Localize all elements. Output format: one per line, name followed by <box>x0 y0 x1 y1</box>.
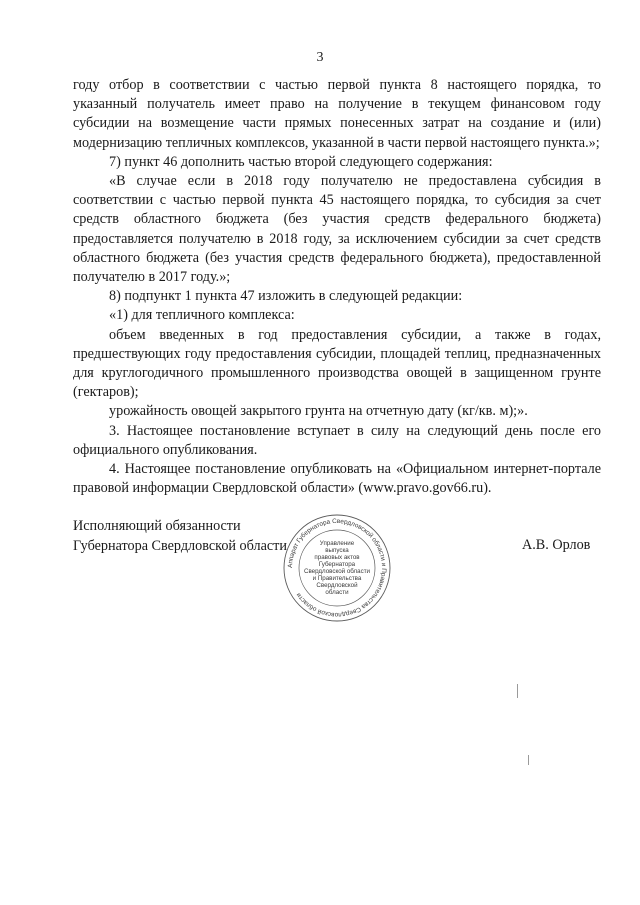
page-number: 3 <box>316 50 324 65</box>
paragraph-continuation: году отбор в соответствии с частью первой пункта 8 настоящего порядка, то указанный получатель имеет право на получение в текущем финансовом году субсидии на возмещение части прямых понесенных затрат на создание и (или) модернизацию тепличных комплексов, указанной в части первой настоящего пункта.»; <box>73 77 601 151</box>
svg-text:правовых актов: правовых актов <box>314 554 360 561</box>
document-body <box>73 76 601 498</box>
paragraph-subitem-1: «1) для тепличного комплекса: <box>109 307 295 324</box>
signature-title-line2: Губернатора Свердловской области <box>73 537 287 554</box>
signer-name: А.В. Орлов <box>522 537 591 553</box>
svg-text:Свердловской области: Свердловской области <box>303 568 371 575</box>
svg-text:выпуска: выпуска <box>325 547 349 554</box>
svg-text:области: области <box>325 589 349 596</box>
svg-text:Свердловской: Свердловской <box>316 582 358 589</box>
paragraph-item-8: 8) подпункт 1 пункта 47 изложить в следующей редакции: <box>109 288 463 305</box>
paragraph-yield: урожайность овощей закрытого грунта на отчетную дату (кг/кв. м);». <box>109 403 528 420</box>
paragraph-quote-2018: «В случае если в 2018 году получателю не предоставлена субсидия в соответствии с частью первой пункта 45 настоящего порядка, то субсидия за счет средств областного бюджета (без участия средств федерального бюджета) предоставляется получателю в 2018 году, за исключением субсидии за счет средств областного бюджета (без участия средств федерального бюджета), предоставленной получателю в 2017 году.»; <box>73 173 601 286</box>
scan-artifact <box>528 755 529 765</box>
signature-block <box>73 517 287 556</box>
svg-text:Губернатора: Губернатора <box>318 561 356 568</box>
seal-ring-text: Аппарат Губернатора Свердловской области и Правительства Свердловской области <box>286 517 388 619</box>
svg-text:Управление: Управление <box>319 540 355 547</box>
paragraph-clause-3: 3. Настоящее постановление вступает в силу на следующий день после его официального опубликования. <box>73 422 601 458</box>
scan-artifact <box>517 684 518 698</box>
seal-inner-text <box>304 540 371 596</box>
signature-title-line1: Исполняющий обязанности <box>73 518 241 534</box>
paragraph-volume: объем введенных в год предоставления субсидии, а также в годах, предшествующих году предоставления субсидии, площадей теплиц, предназначенных для круглогодичного промышленного производства овощей в защищенном грунте (гектаров); <box>73 326 601 401</box>
paragraph-clause-4: 4. Настоящее постановление опубликовать на «Официальном интернет-портале правовой информации Свердловской области» (www.pravo.gov66.ru). <box>73 461 601 497</box>
paragraph-item-7: 7) пункт 46 дополнить частью второй следующего содержания: <box>109 153 493 170</box>
official-seal <box>282 513 392 623</box>
svg-text:и Правительства: и Правительства <box>312 575 362 582</box>
